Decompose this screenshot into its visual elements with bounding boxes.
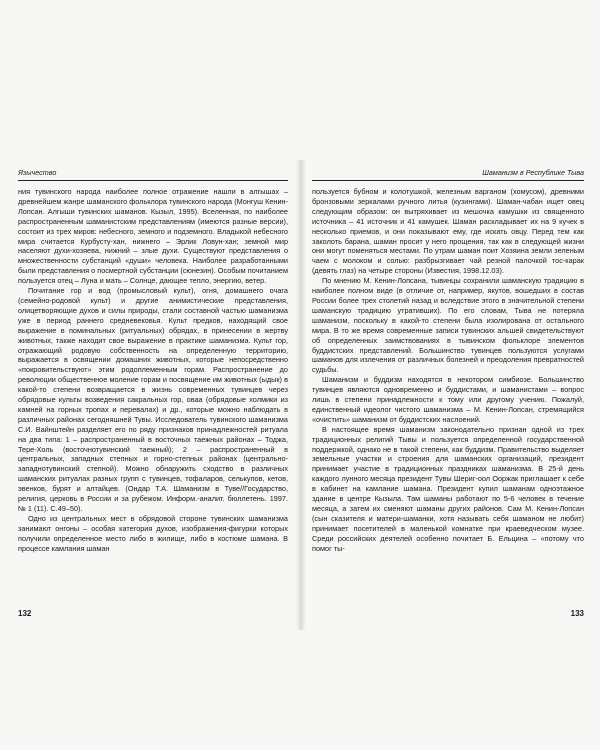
page-gutter xyxy=(296,160,306,630)
right-text-block xyxy=(312,187,584,591)
right-running-head: Шаманизм в Республике Тыва xyxy=(312,168,584,181)
right-page-number: 133 xyxy=(570,609,584,618)
paragraph: ния тувинского народа наиболее полное отражение нашли в алгышах – древнейшем жанре шаманского фольклора тувинского народа (Монгуш Кенин-Лопсан. Алгыши тувинских шаманов. Кызыл, 1995). Вселенная, по наиболее распространенным шаманистским представлениям (имеются разные версии), состоит из трех миров: небесного, земного и подземного. Владыкой небесного мира считается Курбусту-хан, нижнего – Эрлик Ловун-хан; земной мир населяют духи-хозяева, нижний – злые духи. Существуют представления о множественности субстанций «души» человека. Наиболее разработанными были представления о посмертной субстанции (сюнезин). Особым почитанием пользуется отец – Луна и мать – Солнце, дающее тепло, энергию, ветер. xyxy=(18,187,288,286)
paragraph: По мнению М. Кенин-Лопсана, тывинцы сохранили шаманскую традицию в наиболее полном виде (в отличие от, например, якутов, вошедших в состав России более трех столетий назад и вследствие этого в значительной степени шаманскую традицию утративших). По его словам, Тыва не потеряла шаманизм, поскольку в какой-то степени была изолирована от остального мира. В то же время современные записи тувинских альшей свидетельствуют об определенных заимствованиях в тывинском фольклоре элементов буддистских представлений. Большинство тувинцев пользуются услугами шаманов для излечения от различных болезней и преодоления превратностей судьбы. xyxy=(312,276,584,375)
left-page xyxy=(18,168,288,618)
paragraph: Одно из центральных мест в обрядовой стороне тувинских шаманизма занимают онгоны – особая категория духов, изображения-фигурки которых получили определенное место либо в жилище, либо в костюме шамана. В процессе камлания шаман xyxy=(18,513,288,553)
paragraph: Шаманизм и буддизм находятся в некотором симбиозе. Большинство тувинцев являются одновременно и буддистами, и шаманистами – вопрос лишь в степени принадлежности к тому или другому учению. Пожалуй, единственный идеолог чистого шаманизма – М. Кенин-Лопсан, стремящийся «очистить» шаманизм от буддистских наслоений. xyxy=(312,375,584,424)
left-page-number: 132 xyxy=(18,609,32,618)
right-page xyxy=(312,168,584,618)
left-text-block xyxy=(18,187,288,591)
paragraph: Почитание гор и вод (промысловый культ), огня, домашнего очага (семейно-родовой культ) и другие анимистические представления, олицетворяющие духов и силы природы, стали составной частью шаманизма уже в период раннего средневековья. Культ предков, находящий свое выражение в поминальных (ритуальных) обрядах, в принесении в жертву животных, также находит свое выражение в практике шаманизма. Культ гор, отражающий родовую собственность на определенную территорию, выражается в освящении домашних животных, которые непосредственно «покровительствуют» этим родоплеменным горам. Распространение до революции общественное моление горам и посвящение им животных (ыдык) в какой-то степени возвращается в жизнь современных тувинцев через обрядовые культы возведения сакральных гор, оваа (обрядовые холмики из камней на горных тропах и перевалах) и др., которые можно наблюдать в различных районах сегодняшней Тувы. Исследователь тувинского шаманизма С.И. Вайнштейн разделяет его по ряду признаков принадлежностей ритуала на два типа: 1 – распространенный в восточных таежных районах – Тоджа, Тере-Холь (восточнотувинский таежный); 2 – распространенный в центральных, западных степных и горно-степных районах (центрально-западнотувинский степной). Можно обнаружить сходство в различных шаманских ритуалах разных групп с тувинцев, тофаларов, селькупов, кетов, эвенков, бурят и алтайцев. (Ондар Т.А. Шаманизм в Туве//Государство, религия, церковь в России и за рубежом. Информ.-аналит. бюллетень. 1997. № 1 (11). С.49–50). xyxy=(18,286,288,513)
paragraph: В настоящее время шаманизм законодательно признан одной из трех традиционных религий Тывы и пользуется определенной государственной поддержкой, однако не в такой степени, как буддизм. Правительство выделяет земельные участки и строения для шаманских организаций, президент принимает участие в традиционных праздниках шаманизма. В 25-й день каждого лунного месяца президент Тувы Шериг-оол Ооржак приглашает к себе в кабинет на камлание шамана. Президент купил шаманам одноэтажное здание в центре Кызыла. Там шаманы работают по 5-6 человек в течение месяца, а затем их сменяют шаманы других районов. Сам М. Кенин-Лопсан (сын сказителя и матери-шаманки, хотя называть себя шаманом не любит) принимает посетителей в маленькой комнатке при краеведческом музее. Среди российских деятелей особенно почитает Б. Ельцина – «потому что помог ты- xyxy=(312,424,584,553)
paragraph: пользуется бубном и колотушкой, железным варганом (хомусом), древними бронзовыми зеркалами ручного литья (кузингами). Шаман-чабан ищет овец следующим образом: он вытряхивает из мешочка камушки из священного источника – 41 источник и 41 камушек. Шаман раскладывает их на 9 кучек в несколько приемов, и они показывают ему, где искать овцу. Перед тем как заколоть барана, шаман просит у него прощения, так как в следующей жизни они могут поменяться местами. По утрам шаман поит Хозяина земли зеленым чаем с молоком и солью: разбрызгивает чай резной палочкой тос-карак (девять глаз) на четыре стороны (Известия, 1998.12.03). xyxy=(312,187,584,276)
left-running-head: Язычество xyxy=(18,168,288,181)
